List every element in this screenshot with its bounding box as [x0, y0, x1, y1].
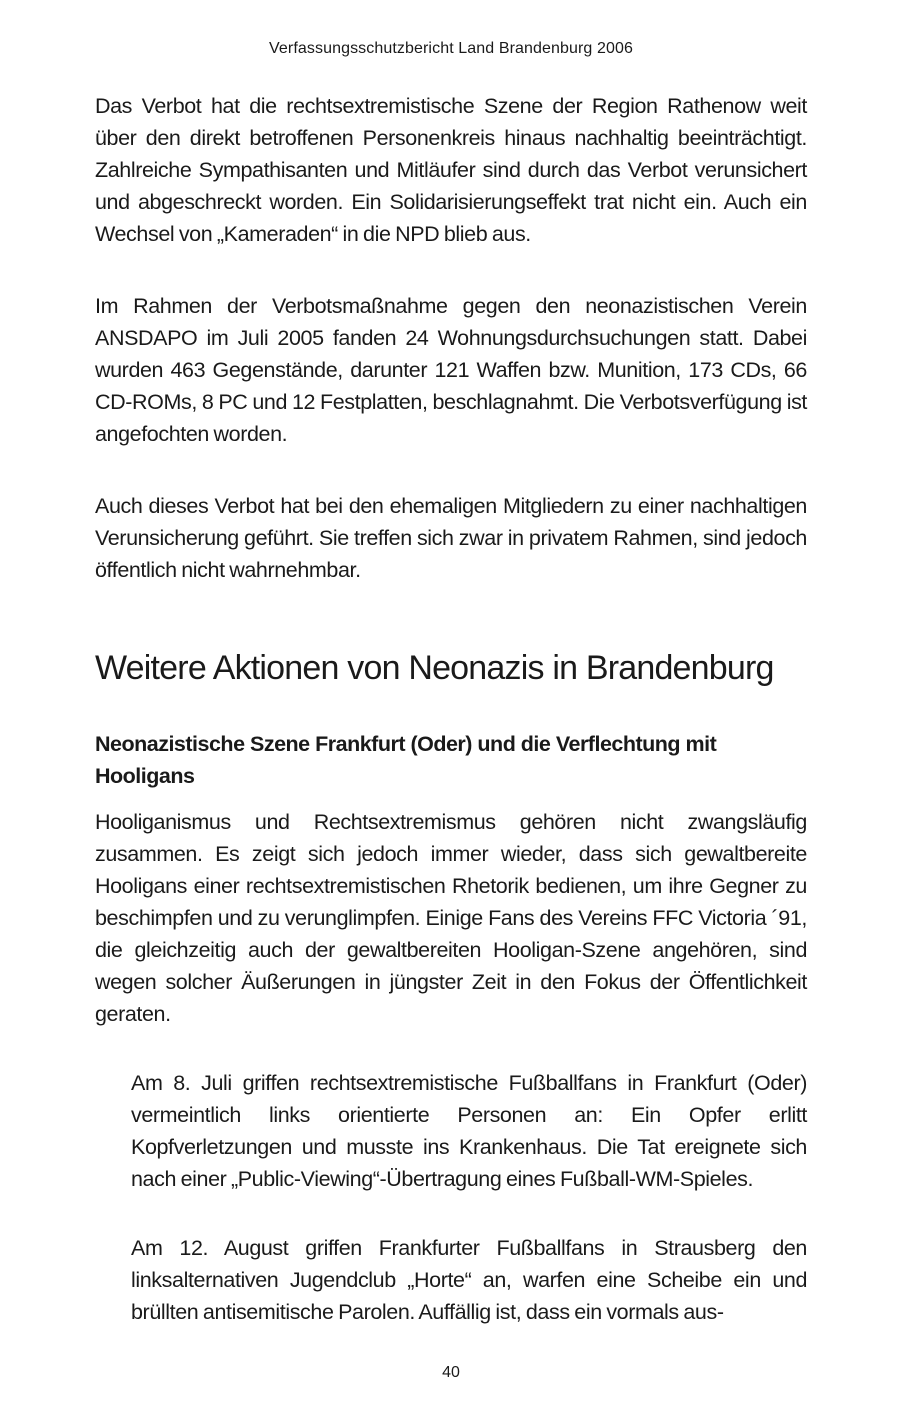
paragraph-verunsicherung: Auch dieses Verbot hat bei den ehemaligen Mitgliedern zu einer nachhaltigen Verunsicherung geführt. Sie treffen sich zwar in privatem Rahmen, sind jedoch öffentlich nicht wahrnehmbar. [95, 494, 807, 582]
paragraph-hooliganismus: Hooliganismus und Rechtsextremismus gehören nicht zwangsläufig zusammen. Es zeigt sich jedoch immer wieder, dass sich gewaltbereite Hooligans einer rechtsextremistischen Rhetorik bedienen, um ihre Gegner zu beschimpfen und zu verunglimpfen. Einige Fans des Vereins FFC Victoria ´91, die gleichzeitig auch der gewaltbereiten Hooligan-Szene angehören, sind wegen solcher Äußerungen in jüngster Zeit in den Fokus der Öffentlichkeit geraten. [95, 810, 807, 1026]
paragraph-8-juli: Am 8. Juli griffen rechtsextremistische Fußballfans in Frankfurt (Oder) vermeintlich links orientierte Personen an: Ein Opfer erlitt Kopfverletzungen und musste ins Krankenhaus. Die Tat ereignete sich nach einer „Public-Viewing“-Übertragung eines Fußball-WM-Spieles. [131, 1071, 807, 1191]
paragraph-12-august: Am 12. August griffen Frankfurter Fußballfans in Strausberg den linksalternativen Jugendclub „Horte“ an, warfen eine Scheibe ein und brüllten antisemitische Parolen. Auffällig ist, dass ein vormals aus- [131, 1236, 807, 1324]
document-page [95, 0, 807, 1424]
running-header: Verfassungsschutzbericht Land Brandenburg 2006 [269, 40, 633, 57]
subsection-heading: Neonazistische Szene Frankfurt (Oder) und die Verflechtung mit Hooligans [95, 732, 717, 788]
section-heading: Weitere Aktionen von Neonazis in Brandenburg [95, 649, 774, 687]
paragraph-verbot-rathenow: Das Verbot hat die rechtsextremistische Szene der Region Rathenow weit über den direkt betroffenen Personenkreis hinaus nachhaltig beeinträchtigt. Zahlreiche Sympathisanten und Mitläufer sind durch das Verbot verunsichert und abgeschreckt worden. Ein Solidarisierungseffekt trat nicht ein. Auch ein Wechsel von „Kameraden“ in die NPD blieb aus. [95, 94, 807, 246]
paragraph-ansdapo: Im Rahmen der Verbotsmaßnahme gegen den neonazistischen Verein ANSDAPO im Juli 2005 fanden 24 Wohnungsdurchsuchungen statt. Dabei wurden 463 Gegenstände, darunter 121 Waffen bzw. Munition, 173 CDs, 66 CD-ROMs, 8 PC und 12 Festplatten, beschlagnahmt. Die Verbotsverfügung ist angefochten worden. [95, 294, 807, 446]
page-number: 40 [442, 1364, 460, 1381]
